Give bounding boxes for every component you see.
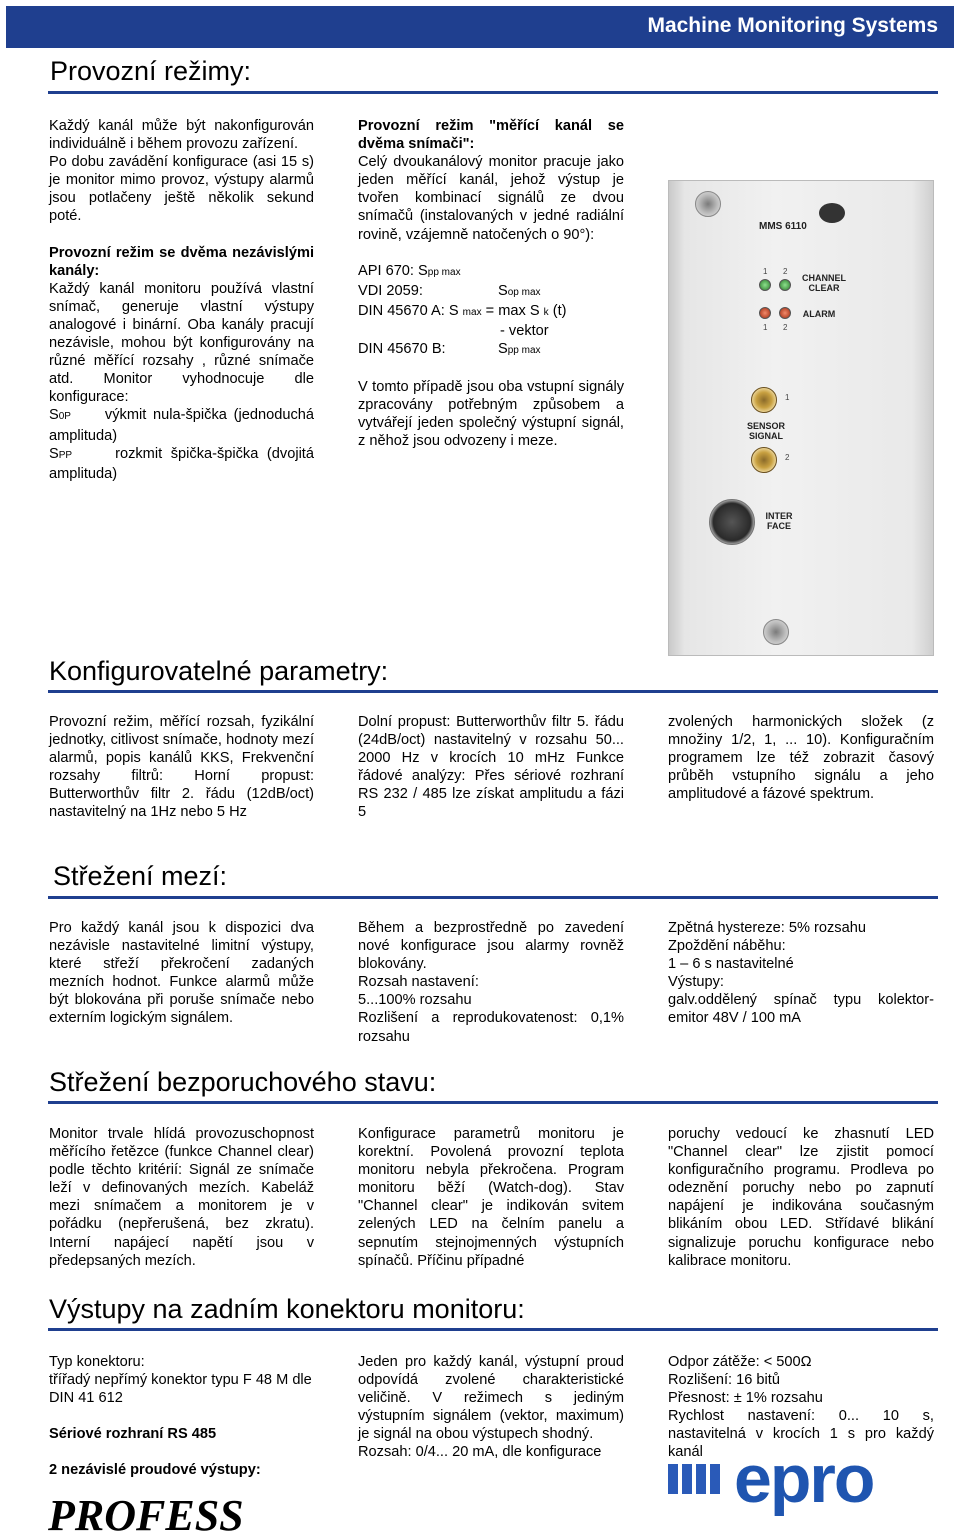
channel-clear-led-1 (759, 279, 771, 291)
din-b-line: DIN 45670 B: Spp max (358, 341, 541, 358)
mounting-screw-top (695, 191, 721, 217)
section-title-rear-outputs: Výstupy na zadním konektoru monitoru: (49, 1294, 525, 1324)
spp-definition: SPP rozkmit špička-špička (dvojitá amplituda) (49, 445, 314, 482)
device-photo: MMS 6110 1 2 CHANNEL CLEAR ALARM 1 2 1 SENSOR SIGNAL 2 INTER FACE (668, 180, 934, 656)
section-title-limit-monitoring: Střežení mezí: (53, 861, 228, 891)
sensor-input-connector-1 (751, 387, 777, 413)
sensor-input-connector-2 (751, 447, 777, 473)
outputs-column-2: Jeden pro každý kanál, výstupní proud odpovídá zvolené charakteristické veličině. V režimech s jediným výstupním signálem (vektor, maximum) je signál na obou výstupech shodný. Rozsah: 0/4... 20 mA, dle konfigurace (358, 1354, 624, 1461)
alarm-label: ALARM (802, 309, 836, 319)
interface-connector (709, 499, 755, 545)
limits-column-1: Pro každý kanál jsou k dispozici dva nezávisle nastavitelné limitní výstupy, které střeží překročení zadaných mezních hodnot. Funkce alarmů může být blokována při poruše snímače nebo externím logickým signálem. (49, 920, 314, 1027)
sensor-signal-label: SENSOR SIGNAL (746, 421, 785, 441)
params-column-1: Provozní režim, měřící rozsah, fyzikální jednotky, citlivost snímače, hodnoty mezí alarmů, popis kanálů KKS, Frekvenční rozsahy filtrů: Horní propust: Butterworthův filtr 2. řádu (12dB/oct) nastavitelný na 1Hz nebo 5 Hz (49, 714, 314, 821)
section-rule (48, 91, 938, 94)
outputs-column-3: Odpor zátěže: < 500Ω Rozlišení: 16 bitů Přesnost: ± 1% rozsahu Rychlost nastavení: 0... 10 s, nastavitelná v krocích 1 s pro každý kanál (668, 1354, 934, 1461)
modes-intro: Každý kanál může být nakonfigurován individuálně i během provozu zařízení. (49, 118, 314, 153)
alarm-led-1 (759, 307, 771, 319)
device-model-label: MMS 6110 (759, 221, 807, 232)
api-line: API 670: Spp max (358, 262, 461, 279)
alarm-led-2 (779, 307, 791, 319)
fault-column-2: Konfigurace parametrů monitoru je korektní. Povolená provozní teplota monitoru nebyla překročena. Program monitoru běží (Watch-dog). Stav "Channel clear" je indikován svitem zelených LED na čelním panelu a sepnutím stejnojmenných výstupních spínačů. Příčinu případné (358, 1126, 624, 1269)
epro-logo-text: epro (734, 1441, 874, 1517)
params-column-2: Dolní propust: Butterworthův filtr 5. řádu (24dB/oct) nastavitelný v rozsahu 50... 2000 Hz v krocích 10 mHz Funkce řádové analýzy: Přes sériové rozhraní RS 232 / 485 lze získat amplitudu a fázi 5 (358, 714, 624, 821)
modes-independent-text: Každý kanál monitoru používá vlastní snímač, generuje vlastní výstupy analogové i binární. Oba kanály pracují nezávisle, mohou být konfigurovány na různé měřící rozsahy , různé snímače atd. Monitor vyhodnocuje dle konfigurace: (49, 280, 314, 406)
modes-column-1 (49, 117, 314, 483)
section-rule (48, 1101, 938, 1104)
fault-column-1: Monitor trvale hlídá provozuschopnost měřícího řetězce (funkce Channel clear) podle těchto kritérií: Signál ze snímače leží v definovaných mezích. Kabeláž mezi snímačem a monitorem je v pořádku (nepřerušená, bez zkratu). Interní napájecí napětí jsou v předepsaných mezích. (49, 1126, 314, 1269)
channel-clear-label: CHANNEL CLEAR (802, 273, 846, 293)
modes-config-note: Po dobu zavádění konfigurace (asi 15 s) je monitor mimo provoz, výstupy alarmů jsou potlačeny ještě několik sekund poté. (49, 154, 314, 225)
vdi-line: VDI 2059: Sop max (358, 282, 541, 299)
header-bar (6, 6, 954, 48)
section-title-operating-modes: Provozní režimy: (50, 56, 252, 86)
interface-label: INTER FACE (765, 511, 793, 531)
section-rule (48, 690, 938, 693)
profess-logo: PROFESS (48, 1491, 244, 1536)
dual-sensor-text: Celý dvoukanálový monitor pracuje jako jeden měřící kanál, jehož výstup je tvořen kombinací signálů ze dvou snímačů (instalovaných v jedné radiální rovině, vzájemně natočených o 90°): (358, 154, 624, 243)
epro-emblem (819, 203, 845, 223)
section-title-config-params: Konfigurovatelné parametry: (49, 656, 389, 686)
section-rule (48, 896, 938, 899)
dual-sensor-text-2: V tomto případě jsou oba vstupní signály zpracovány potřebným způsobem a vytvářejí jeden společný výstupní signál, z něhož jsou odvozeny i meze. (358, 379, 624, 450)
channel-clear-led-2 (779, 279, 791, 291)
fault-column-3: poruchy vedoucí ke zhasnutí LED "Channel clear" lze zjistit pomocí konfiguračního programu. Prodleva po odeznění poruchy nebo po zapnutí napájení je indikována současným blikáním obou LED. Střídavé blikání signalizuje poruchu konfigurace nebo kalibrace monitoru. (668, 1126, 934, 1269)
dual-sensor-title: Provozní režim "měřící kanál se dvěma snímači": (358, 118, 624, 153)
params-column-3: zvolených harmonických složek (z množiny 1/2, 1, ... 10). Konfiguračním programem lze též zobrazit časový průběh vstupního signálu a jeho amplitudové a fázové spektrum. (668, 714, 934, 803)
section-rule (48, 1328, 938, 1331)
mounting-screw-bottom (763, 619, 789, 645)
s0p-definition: S0P výkmit nula-špička (jednoduchá amplituda) (49, 407, 314, 444)
modes-column-2 (358, 117, 624, 451)
limits-column-3: Zpětná hystereze: 5% rozsahu Zpoždění náběhu: 1 – 6 s nastavitelné Výstupy: galv.oddělený spínač typu kolektor-emitor 48V / 100 mA (668, 920, 934, 1027)
header-title: Machine Monitoring Systems (647, 14, 938, 37)
din-a-line: DIN 45670 A: S max = max S k (t) (358, 302, 567, 319)
epro-logo (668, 1441, 938, 1517)
vektor-line: - vektor (500, 322, 549, 339)
section-title-fault-monitoring: Střežení bezporuchového stavu: (49, 1067, 437, 1097)
modes-independent-title: Provozní režim se dvěma nezávislými kanály: (49, 244, 314, 279)
limits-column-2: Během a bezprostředně po zavedení nové konfigurace jsou alarmy rovněž blokovány. Rozsah nastavení: 5...100% rozsahu Rozlišení a reprodukovatenost: 0,1% rozsahu (358, 920, 624, 1045)
outputs-column-1: Typ konektoru: třířadý nepřímý konektor typu F 48 M dle DIN 41 612 Sériové rozhraní RS 485 2 nezávislé proudové výstupy: (49, 1354, 312, 1479)
